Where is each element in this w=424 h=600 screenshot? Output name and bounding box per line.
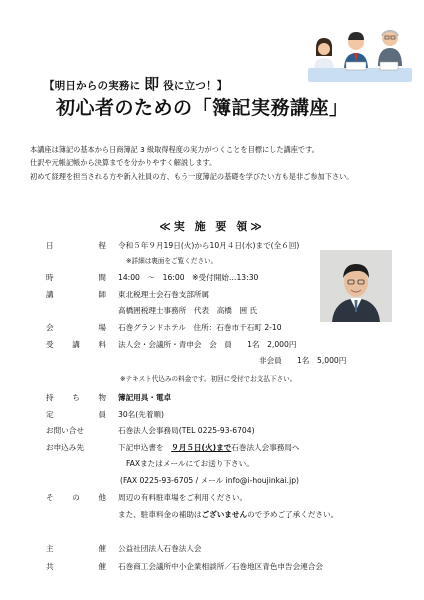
row-value: 下記申込書を ９月５日(火)まで石巻法人会事務局へ xyxy=(118,443,300,452)
row-value: 30名(先着順) xyxy=(118,410,164,419)
row-cohost xyxy=(0,561,424,575)
row-value: 法人会・会議所・青申会 会 員 1名 2,000円 xyxy=(118,340,297,349)
intro-paragraph: 仕訳や元帳記帳から決算までを分かりやすく解説します。 xyxy=(30,158,217,168)
row-label: 定 員 xyxy=(46,410,106,419)
row-value: 石巻グランドホテル 住所：石巻市千石町 2-10 xyxy=(118,323,282,332)
row-value: また、駐車料金の補助はございませんので予めご了承ください。 xyxy=(118,510,339,519)
row-value: 令和５年９月19日(火)から10月４日(水)まで(全６回) xyxy=(118,241,300,250)
row-bring xyxy=(0,392,424,406)
row-note: ※テキスト代込みの料金です。初回に受付でお支払下さい。 xyxy=(120,375,297,383)
page-title: 初心者のための「簿記実務講座」 xyxy=(56,97,349,119)
row-label: 共 催 xyxy=(46,562,106,571)
row-label: 会 場 xyxy=(46,323,106,332)
row-capacity xyxy=(0,409,424,423)
row-value: 非会員 1名 5,000円 xyxy=(259,356,347,365)
row-date xyxy=(0,240,424,254)
row-value: 東北税理士会石巻支部所属 xyxy=(118,290,210,299)
row-value: 石巻商工会議所中小企業相談所／石巻地区青色申告会連合会 xyxy=(118,562,324,571)
row-value: 周辺の有料駐車場をご利用ください。 xyxy=(118,493,248,502)
tagline: 【明日からの実務に 即 役に立つ！】 xyxy=(44,75,228,93)
row-label: 日 程 xyxy=(46,241,106,250)
row-label: 受 講 料 xyxy=(46,340,106,349)
row-venue xyxy=(0,322,424,336)
row-fee xyxy=(0,339,424,353)
intro-paragraph: 本講座は簿記の基本から日商簿記 3 級取得程度の実力がつくことを目標にした講座です。 xyxy=(30,145,319,154)
row-value: 石巻法人会事務局(TEL 0225-93-6704) xyxy=(118,426,255,435)
row-label: 講 師 xyxy=(46,290,106,299)
row-label: お問い合せ xyxy=(46,426,84,435)
row-fee-note xyxy=(0,373,424,387)
row-date-note xyxy=(0,255,424,269)
row-label: 時 間 xyxy=(46,273,106,282)
row-label: 主 催 xyxy=(46,544,106,553)
row-value: FAXまたはメールにてお送り下さい。 xyxy=(126,459,254,468)
row-note: ※詳細は裏面をご覧ください。 xyxy=(126,257,218,265)
row-contact xyxy=(0,425,424,439)
row-fee-2 xyxy=(0,355,424,369)
row-apply-2 xyxy=(0,458,424,472)
row-apply xyxy=(0,442,424,456)
row-value: (FAX 0225-93-6705 / メール info@i-houjinkai.jp) xyxy=(120,476,299,485)
row-lecturer-2 xyxy=(0,305,424,319)
row-lecturer xyxy=(0,289,424,303)
row-apply-3 xyxy=(0,475,424,489)
row-value: 14:00 ～ 16:00 ※受付開始…13:30 xyxy=(118,273,259,282)
row-time xyxy=(0,272,424,286)
row-label: そ の 他 xyxy=(46,493,106,502)
people-illustration-icon xyxy=(306,8,414,86)
intro-paragraph: 初めて経理を担当される方や新入社員の方、もう一度簿記の基礎を学びたい方も是非ご参加下さい。 xyxy=(30,171,354,181)
row-label: 持 ち 物 xyxy=(46,393,106,402)
section-title: ≪実 施 要 領≫ xyxy=(159,220,265,233)
intro-text xyxy=(22,143,408,183)
row-other xyxy=(0,492,424,506)
row-other-2 xyxy=(0,509,424,523)
row-label: お申込み先 xyxy=(46,443,84,452)
row-host xyxy=(0,543,424,557)
row-value: 公益社団法人石巻法人会 xyxy=(118,544,202,553)
row-value: 簿記用具・電卓 xyxy=(118,393,172,402)
row-value: 高橋囲税理士事務所 代表 高橋 囲 氏 xyxy=(118,306,258,315)
apply-deadline: ９月５日(火)まで xyxy=(171,443,232,452)
